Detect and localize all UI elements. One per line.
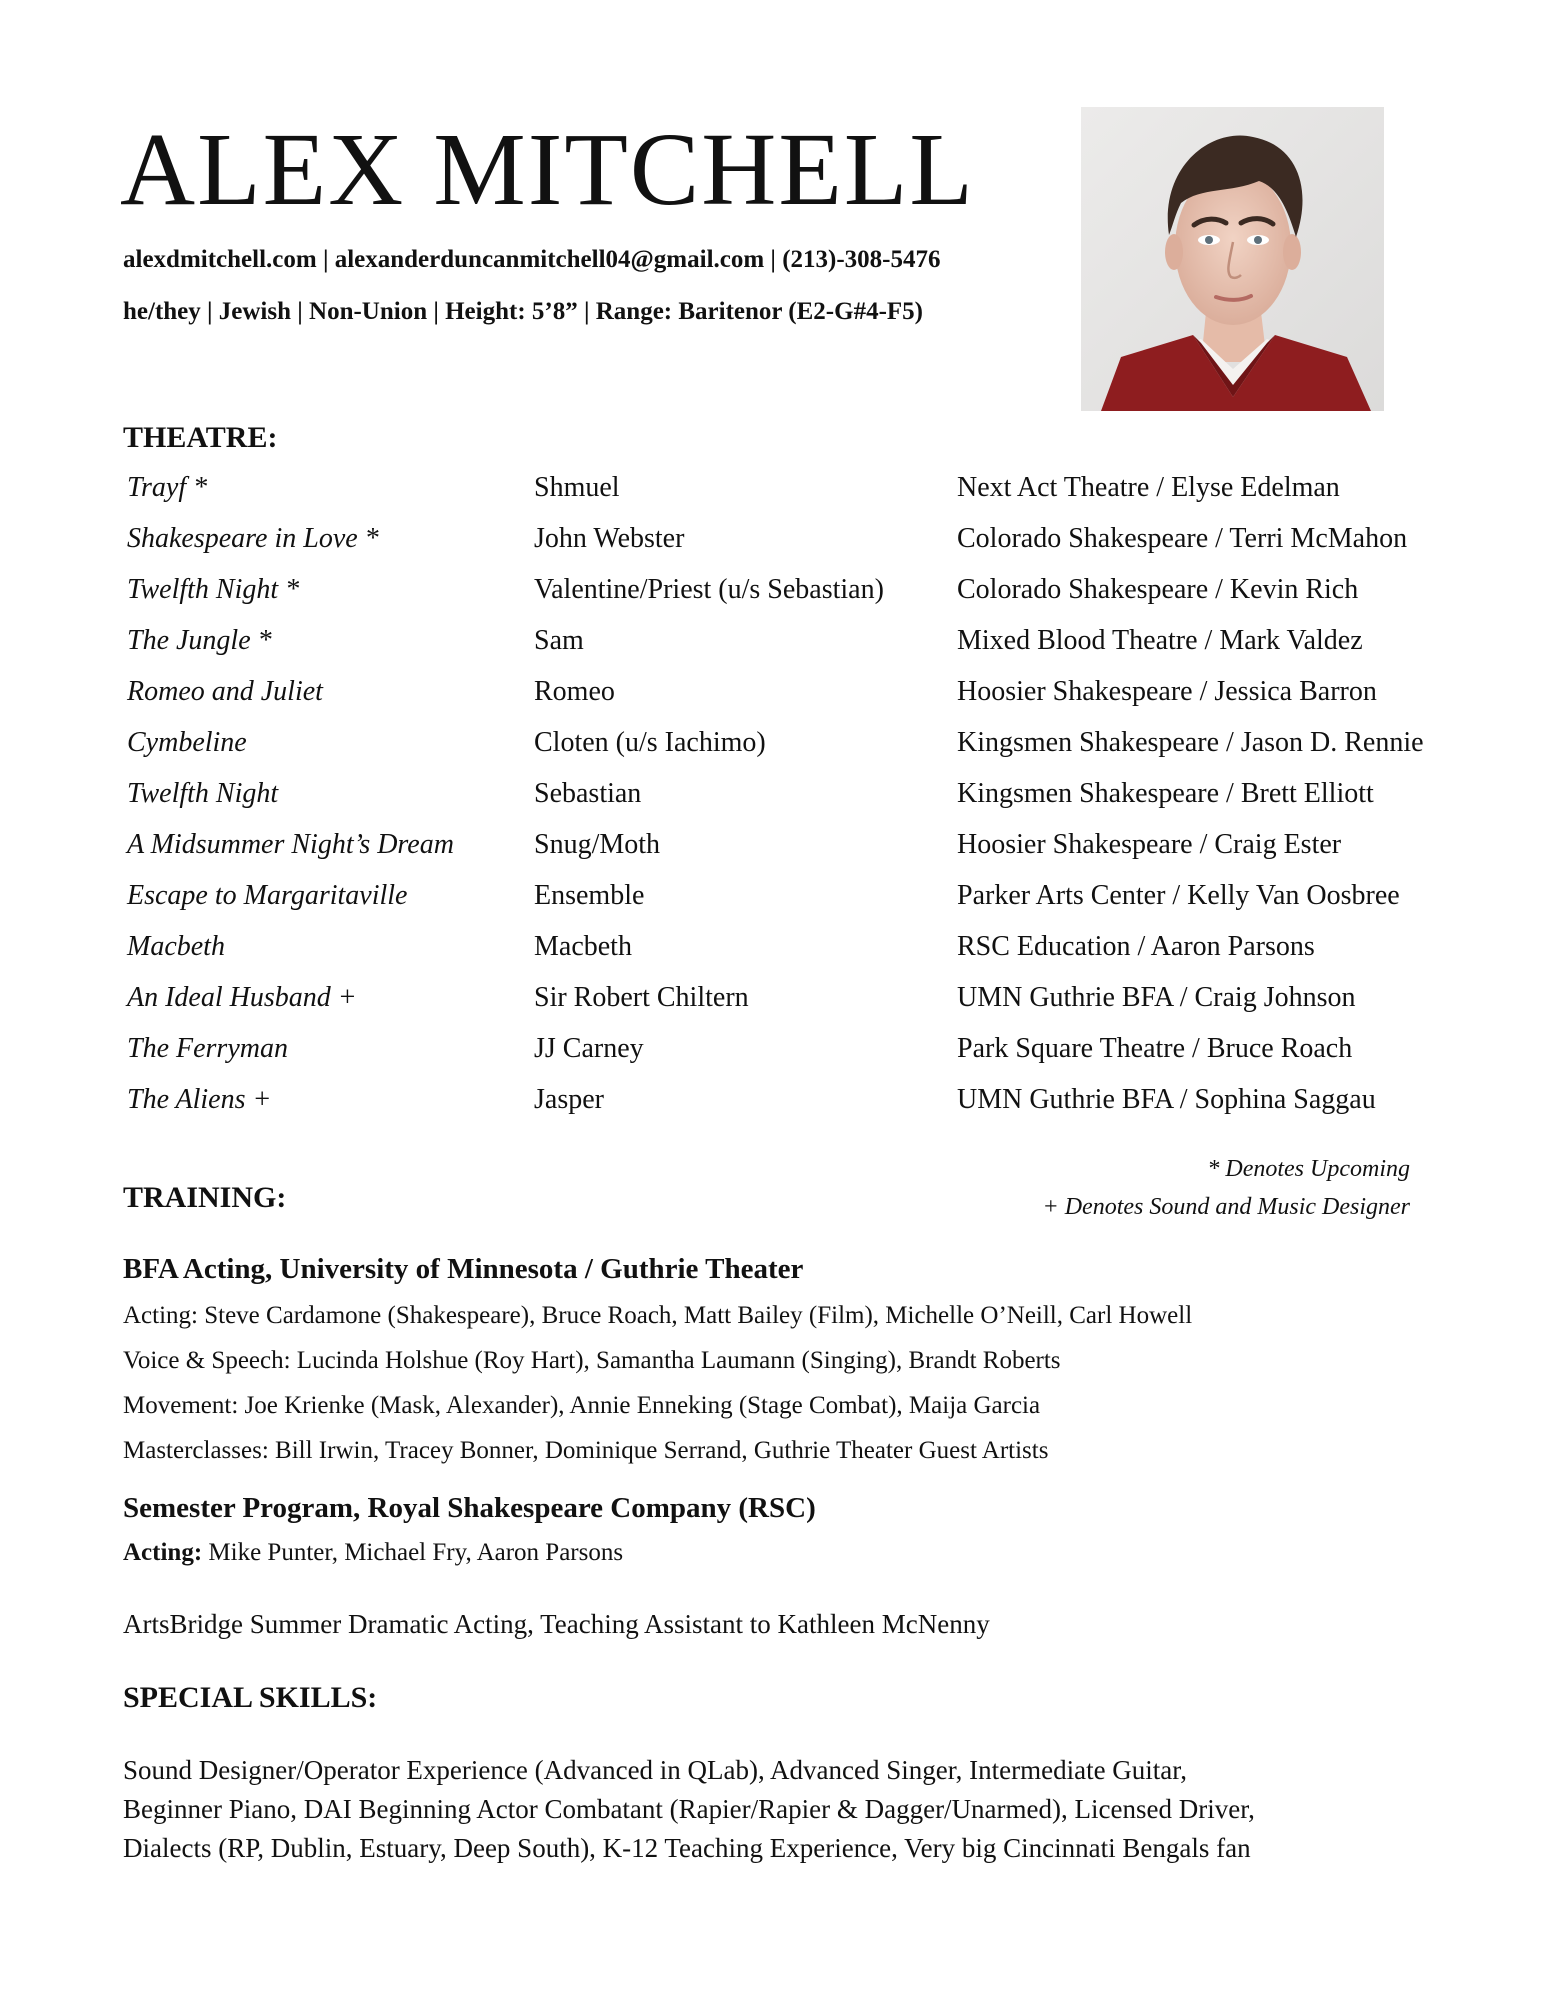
- company-director: RSC Education / Aaron Parsons: [957, 931, 1315, 962]
- role: Jasper: [534, 1084, 604, 1115]
- role: Snug/Moth: [534, 829, 661, 860]
- actor-name: ALEX MITCHELL: [120, 112, 975, 227]
- credit-row: [127, 574, 1487, 625]
- credit-row: [127, 676, 1487, 727]
- artsbridge-line: ArtsBridge Summer Dramatic Acting, Teaching Assistant to Kathleen McNenny: [123, 1609, 990, 1639]
- skills-line: Dialects (RP, Dublin, Estuary, Deep South), K-12 Teaching Experience, Very big Cincinnati Bengals fan: [123, 1833, 1251, 1863]
- role: John Webster: [534, 523, 685, 554]
- role: Shmuel: [534, 472, 620, 503]
- theatre-heading: THEATRE:: [123, 421, 278, 454]
- company-director: Colorado Shakespeare / Kevin Rich: [957, 574, 1359, 605]
- bfa-program-title: BFA Acting, University of Minnesota / Guthrie Theater: [123, 1253, 804, 1285]
- role: Romeo: [534, 676, 615, 707]
- show-title: The Jungle *: [127, 625, 272, 656]
- rsc-acting-line: [123, 1539, 623, 1567]
- credit-row: [127, 931, 1487, 982]
- bfa-voice-line: Voice & Speech: Lucinda Holshue (Roy Hart), Samantha Laumann (Singing), Brandt Roberts: [123, 1347, 1061, 1374]
- skills-line: Beginner Piano, DAI Beginning Actor Combatant (Rapier/Rapier & Dagger/Unarmed), Licensed Driver,: [123, 1794, 1255, 1824]
- credit-row: [127, 1033, 1487, 1084]
- company-director: UMN Guthrie BFA / Craig Johnson: [957, 982, 1356, 1013]
- show-title: Macbeth: [127, 931, 225, 962]
- show-title: Cymbeline: [127, 727, 247, 758]
- rsc-acting-label: Acting:: [123, 1539, 203, 1566]
- headshot-illustration: [1081, 107, 1384, 411]
- credit-row: [127, 523, 1487, 574]
- special-skills-text: [123, 1751, 1453, 1868]
- role: Ensemble: [534, 880, 645, 911]
- company-director: Park Square Theatre / Bruce Roach: [957, 1033, 1353, 1064]
- company-director: Hoosier Shakespeare / Craig Ester: [957, 829, 1342, 860]
- show-title: Escape to Margaritaville: [127, 880, 408, 911]
- contact-info: alexdmitchell.com | alexanderduncanmitchell04@gmail.com | (213)-308-5476: [123, 246, 941, 273]
- show-title: Twelfth Night: [127, 778, 279, 809]
- credit-row: [127, 625, 1487, 676]
- role: Macbeth: [534, 931, 632, 962]
- credit-row: [127, 472, 1487, 523]
- company-director: Hoosier Shakespeare / Jessica Barron: [957, 676, 1377, 707]
- skills-line: Sound Designer/Operator Experience (Advanced in QLab), Advanced Singer, Intermediate Guitar,: [123, 1755, 1187, 1785]
- role: Sebastian: [534, 778, 642, 809]
- show-title: The Ferryman: [127, 1033, 288, 1064]
- show-title: The Aliens +: [127, 1084, 272, 1115]
- show-title: An Ideal Husband +: [127, 982, 357, 1013]
- training-heading: TRAINING:: [123, 1181, 287, 1214]
- legend-notes: [1043, 1150, 1410, 1226]
- personal-info: he/they | Jewish | Non-Union | Height: 5’8” | Range: Baritenor (E2-G#4-F5): [123, 298, 923, 325]
- role: Valentine/Priest (u/s Sebastian): [534, 574, 884, 605]
- company-director: Parker Arts Center / Kelly Van Oosbree: [957, 880, 1400, 911]
- credit-row: [127, 778, 1487, 829]
- theatre-credits-table: [127, 472, 1487, 1135]
- bfa-acting-line: Acting: Steve Cardamone (Shakespeare), Bruce Roach, Matt Bailey (Film), Michelle O’Neill, Carl Howell: [123, 1302, 1193, 1329]
- role: Sam: [534, 625, 584, 656]
- company-director: Kingsmen Shakespeare / Brett Elliott: [957, 778, 1374, 809]
- role: JJ Carney: [534, 1033, 644, 1064]
- special-skills-heading: SPECIAL SKILLS:: [123, 1681, 378, 1714]
- bfa-movement-line: Movement: Joe Krienke (Mask, Alexander), Annie Enneking (Stage Combat), Maija Garcia: [123, 1392, 1041, 1419]
- company-director: Colorado Shakespeare / Terri McMahon: [957, 523, 1408, 554]
- company-director: Kingsmen Shakespeare / Jason D. Rennie: [957, 727, 1424, 758]
- show-title: A Midsummer Night’s Dream: [127, 829, 454, 860]
- credit-row: [127, 829, 1487, 880]
- role: Sir Robert Chiltern: [534, 982, 749, 1013]
- note-sound-designer: + Denotes Sound and Music Designer: [1042, 1194, 1410, 1220]
- bfa-masterclass-line: Masterclasses: Bill Irwin, Tracey Bonner, Dominique Serrand, Guthrie Theater Guest Artists: [123, 1437, 1049, 1464]
- show-title: Romeo and Juliet: [127, 676, 323, 707]
- credit-row: [127, 880, 1487, 931]
- headshot-photo: [1081, 107, 1384, 411]
- show-title: Twelfth Night *: [127, 574, 300, 605]
- credit-row: [127, 1084, 1487, 1135]
- company-director: UMN Guthrie BFA / Sophina Saggau: [957, 1084, 1376, 1115]
- company-director: Next Act Theatre / Elyse Edelman: [957, 472, 1340, 503]
- role: Cloten (u/s Iachimo): [534, 727, 766, 758]
- rsc-program-title: Semester Program, Royal Shakespeare Company (RSC): [123, 1492, 816, 1524]
- rsc-acting-names: Mike Punter, Michael Fry, Aaron Parsons: [202, 1539, 624, 1566]
- credit-row: [127, 982, 1487, 1033]
- show-title: Trayf *: [127, 472, 208, 503]
- show-title: Shakespeare in Love *: [127, 523, 379, 554]
- note-upcoming: * Denotes Upcoming: [1207, 1156, 1410, 1182]
- company-director: Mixed Blood Theatre / Mark Valdez: [957, 625, 1363, 656]
- credit-row: [127, 727, 1487, 778]
